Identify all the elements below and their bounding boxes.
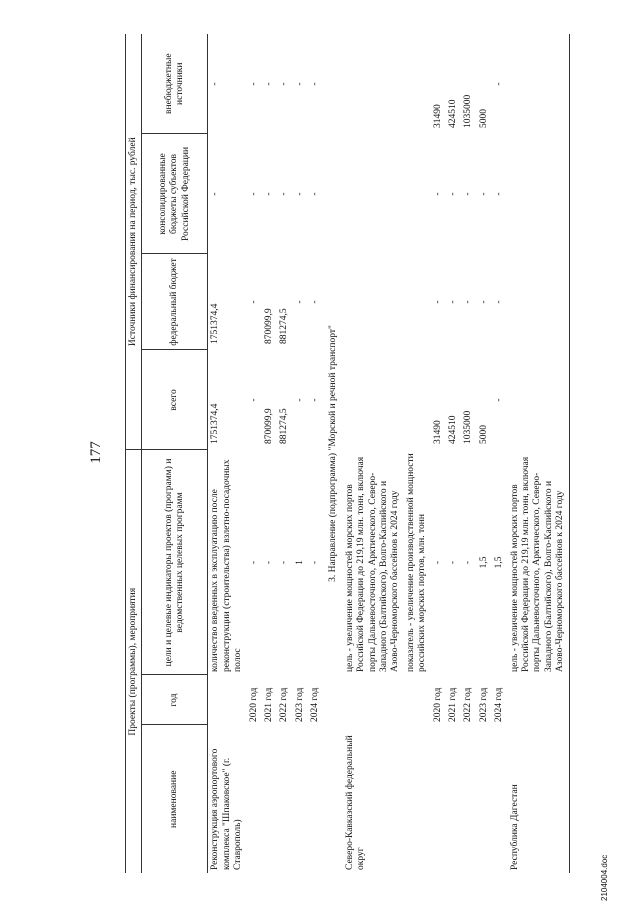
year-cell: 2023 год xyxy=(478,687,489,722)
goal-value: 1,5 xyxy=(494,556,505,569)
goal-text: цель - увеличение мощностей морских портов Российской Федерации до 219,19 млн. тонн, включая порты Дальневосточного, Арктического, Северо-Западного (Балтийского), Волго-Каспийского и Азово-Черноморского бассейнов к 2024 году xyxy=(508,450,569,675)
header-financing-group: Источники финансирования на период, тыс. рублей xyxy=(126,34,142,450)
year-cell: 2022 год xyxy=(279,687,290,722)
year-cell: 2023 год xyxy=(294,687,305,722)
table-row xyxy=(343,34,404,873)
footer-doc-code: 2104004.doc xyxy=(600,854,609,901)
regional-value: - xyxy=(478,192,489,196)
total-value: 870099,9 xyxy=(263,408,274,444)
extra-value: - xyxy=(494,82,505,86)
extra-value: - xyxy=(294,82,305,86)
total-value: - xyxy=(310,398,321,402)
total-value: 881274,5 xyxy=(279,408,290,444)
section-title: 3. Направление (подпрограмма) "Морской и речной транспорт" xyxy=(327,325,338,582)
header-federal: федеральный бюджет xyxy=(142,254,208,350)
regional-value: - xyxy=(448,192,459,196)
goal-value: - xyxy=(448,560,459,565)
header-goals: цели и целевые индикаторы проектов (программ) и ведомственных целевых программ xyxy=(142,450,208,675)
federal-value: 870099,9 xyxy=(263,308,274,344)
goal-value: 1,5 xyxy=(478,556,489,569)
goal-value: 1 xyxy=(294,560,305,565)
goal-value: - xyxy=(432,560,443,565)
total-value: - xyxy=(248,398,259,402)
regional-value: - xyxy=(432,192,443,196)
extra-value: 424510 xyxy=(448,99,459,128)
goal-value: - xyxy=(310,560,321,565)
region-name: Северо-Кавказский федеральный округ xyxy=(344,735,367,870)
header-total: всего xyxy=(142,350,208,450)
regional-value: - xyxy=(294,192,305,196)
goal-value: - xyxy=(263,560,274,565)
year-cell: 2020 год xyxy=(432,687,443,722)
year-cell: 2021 год xyxy=(448,687,459,722)
goal-value: - xyxy=(463,560,474,565)
extra-value: - xyxy=(248,82,259,86)
federal-value: - xyxy=(463,300,474,304)
regional-value: - xyxy=(279,192,290,196)
header-year: год xyxy=(142,675,208,725)
table-row xyxy=(208,34,247,873)
project-name: Реконструкция аэропортового комплекса "Шпаковское" (г. Ставрополь) xyxy=(210,748,244,870)
regional-value: - xyxy=(310,192,321,196)
extra-value: 5000 xyxy=(478,108,489,128)
federal-value: - xyxy=(432,300,443,304)
total-value: 31490 xyxy=(432,420,443,444)
table-row xyxy=(508,34,569,873)
goal-value: - xyxy=(248,560,259,565)
header-projects-group: Проекты (программы), мероприятия xyxy=(126,450,142,873)
page-number: 177 xyxy=(88,441,104,464)
header-extra: внебюджетные источники xyxy=(142,34,208,134)
regional-value: - xyxy=(494,192,505,196)
total-value: 1751374,4 xyxy=(210,403,221,444)
extra-value: - xyxy=(210,82,221,86)
year-cell: 2024 год xyxy=(494,687,505,722)
regional-value: - xyxy=(248,192,259,196)
indicator-text: показатель - увеличение производственной мощности российских морских портов, млн. тонн xyxy=(405,453,428,672)
region-name: Республика Дагестан xyxy=(508,725,569,873)
header-regional: консолидированные бюджеты субъектов Российской Федерации xyxy=(142,134,208,254)
extra-value: - xyxy=(279,82,290,86)
federal-value: - xyxy=(448,300,459,304)
total-value: - xyxy=(494,398,505,402)
year-cell: 2024 год xyxy=(310,687,321,722)
total-value: 5000 xyxy=(478,424,489,444)
federal-value: - xyxy=(294,300,305,304)
regional-value: - xyxy=(463,192,474,196)
total-value: - xyxy=(294,398,305,402)
federal-value: - xyxy=(310,300,321,304)
regional-value: - xyxy=(210,192,221,196)
extra-value: 1035000 xyxy=(463,94,474,128)
federal-value: - xyxy=(248,300,259,304)
federal-value: 1751374,4 xyxy=(210,303,221,344)
total-value: 1035000 xyxy=(463,410,474,444)
year-cell: 2020 год xyxy=(248,687,259,722)
year-cell: 2022 год xyxy=(463,687,474,722)
year-cell: 2021 год xyxy=(263,687,274,722)
goal-text: цель - увеличение мощностей морских портов Российской Федерации до 219,19 млн. тонн, включая порты Дальневосточного, Арктического, Северо-Западного (Балтийского), Волго-Каспийского и Азово-Черноморского бассейнов к 2024 году xyxy=(344,456,401,672)
extra-value: - xyxy=(310,82,321,86)
extra-value: 31490 xyxy=(432,104,443,128)
header-name: наименование xyxy=(142,725,208,873)
extra-value: - xyxy=(263,82,274,86)
federal-value: - xyxy=(478,300,489,304)
financing-table xyxy=(125,34,570,873)
section-row xyxy=(324,34,343,873)
total-value: 424510 xyxy=(448,415,459,444)
federal-value: 881274,5 xyxy=(279,308,290,344)
goal-value: - xyxy=(279,560,290,565)
goal-text: количество введенных в эксплуатацию после реконструкции (строительства) взлетно-посадочных полос xyxy=(210,459,244,672)
regional-value: - xyxy=(263,192,274,196)
federal-value: - xyxy=(494,300,505,304)
